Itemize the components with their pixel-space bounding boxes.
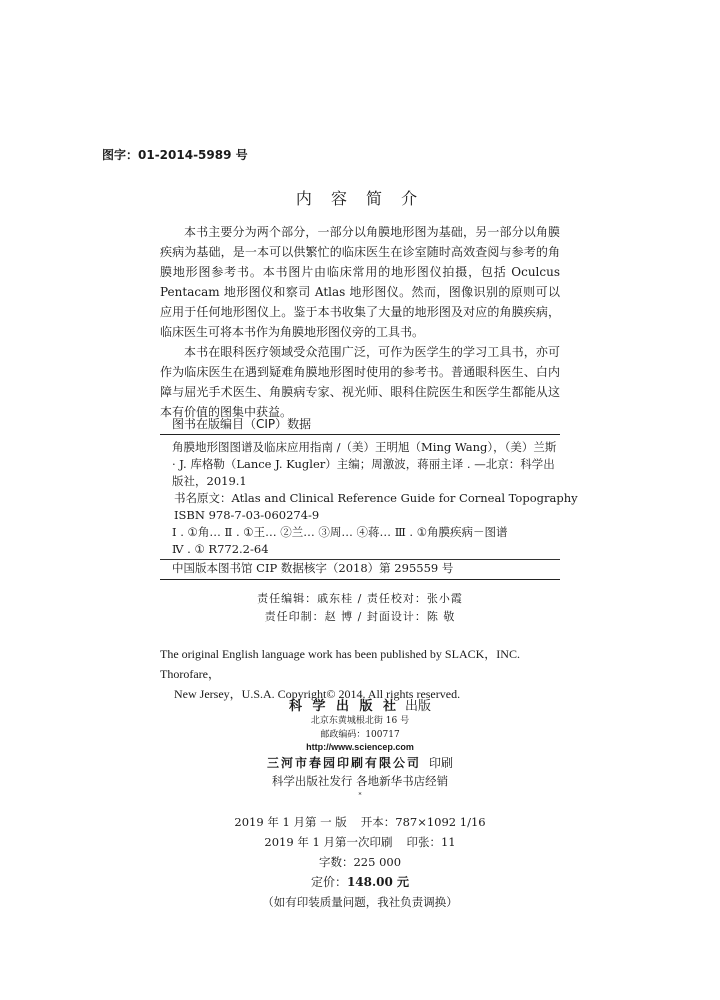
- distribution-line: 科学出版社发行 各地新华书店经销: [271, 774, 449, 788]
- publisher-url: http://www.sciencep.com: [306, 742, 414, 752]
- printer-suffix: 印刷: [429, 756, 454, 770]
- format-size: 开本：787×1092 1/16: [360, 815, 486, 829]
- publisher-name: [0, 695, 720, 714]
- summary-body: [160, 222, 560, 422]
- cip-original-title: 书名原文：Atlas and Clinical Reference Guide for Corneal Topography: [174, 491, 578, 505]
- cip-classification-2: Ⅳ . ① R772.2-64: [172, 542, 269, 556]
- price-label: 定价：: [310, 875, 347, 889]
- print-sheets: 印张：11: [406, 835, 456, 849]
- editor-credits-row-2: 责任印制：赵 博 / 封面设计：陈 敬: [264, 610, 456, 623]
- printer-name-text: 三河市春园印刷有限公司: [266, 756, 421, 770]
- english-copyright-line-1: The original English language work has been published by SLACK，INC. Thorofare，: [160, 647, 520, 681]
- price: [0, 872, 720, 892]
- editor-credits: [0, 590, 720, 626]
- english-copyright-line-2: New Jersey，U.S.A. Copyright© 2014. All rights reserved.: [174, 687, 461, 701]
- price-value: 148.00 元: [346, 875, 410, 889]
- edition-line: 2019 年 1 月第 一 版: [234, 815, 347, 829]
- editor-credits-row-1: 责任编辑：戚东桂 / 责任校对：张小霞: [257, 592, 463, 605]
- cip-header: 图书在版编目（CIP）数据: [172, 417, 312, 431]
- separator-asterisk: *: [358, 792, 362, 799]
- edition-info: [0, 812, 720, 912]
- cip-bibliographic-entry: 角膜地形图图谱及临床应用指南 /（美）王明旭（Ming Wang），（美）兰斯 · J. 库格勒（Lance J. Kugler）主编；周激波，蒋丽主译 . —北京：科学出版社，2019.1: [172, 440, 557, 488]
- edition-row-2: [0, 832, 720, 852]
- publisher-address: 北京东黄城根北街 16 号: [310, 716, 410, 726]
- cip-classification-1: Ⅰ . ①角… Ⅱ . ①王… ②兰… ③周… ④蒋… Ⅲ . ①角膜疾病－图谱: [172, 525, 508, 539]
- publisher-name-text: 科 学 出 版 社: [288, 699, 400, 714]
- print-line: 2019 年 1 月第一次印刷: [264, 835, 393, 849]
- edition-row-1: [0, 812, 720, 832]
- quality-note: （如有印装质量问题，我社负责调换）: [262, 895, 458, 909]
- cip-isbn: ISBN 978-7-03-060274-9: [174, 508, 320, 522]
- publisher-postcode: 邮政编码：100717: [320, 730, 400, 740]
- copyright-registration: 图字：01-2014-5989 号: [102, 148, 248, 162]
- summary-title: 内 容 简 介: [295, 189, 425, 208]
- publisher-block: [0, 695, 720, 801]
- publisher-suffix: 出版: [405, 699, 432, 714]
- cip-verification-number: 中国版本图书馆 CIP 数据核字（2018）第 295559 号: [160, 559, 560, 577]
- summary-paragraph-1: 本书主要分为两个部分，一部分以角膜地形图为基础，另一部分以角膜疾病为基础，是一本可以供繁忙的临床医生在诊室随时高效查阅与参考的角膜地形图参考书。本书图片由临床常用的地形图仪拍摄，包括 Oculcus Pentacam 地形图仪和察司 Atlas 地形图仪。然而，图像识别的原则可以应用于任何地形图仪上。鉴于本书收集了大量的地形图及对应的角膜疾病，临床医生可将本书作为角膜地形图仪旁的工具书。: [160, 225, 560, 339]
- word-count: 字数：225 000: [318, 855, 402, 869]
- printer-name: [0, 754, 720, 771]
- summary-paragraph-2: 本书在眼科医疗领域受众范围广泛，可作为医学生的学习工具书，亦可作为临床医生在遇到疑难角膜地形图时使用的参考书。普通眼科医生、白内障与屈光手术医生、角膜病专家、视光师、眼科住院医生和医学生都能从这本有价值的图集中获益。: [160, 345, 560, 419]
- cip-data-box: [160, 434, 578, 580]
